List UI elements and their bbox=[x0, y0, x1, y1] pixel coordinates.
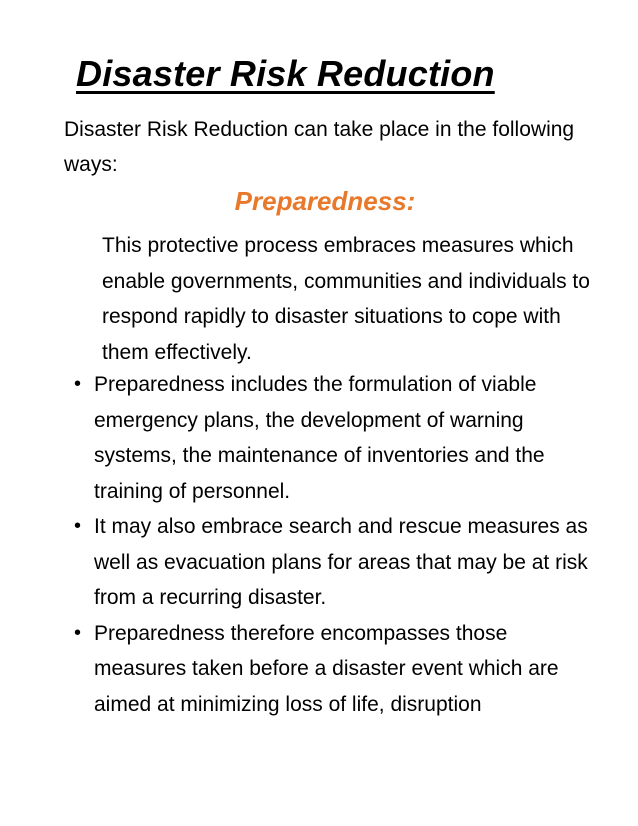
preparedness-paragraph: This protective process embraces measures which enable governments, communities and individuals to respond rapidly to disaster situations to cope with them effectively. bbox=[102, 234, 590, 364]
bullet-text: It may also embrace search and rescue measures as well as evacuation plans for areas that may be at risk from a recurring disaster. bbox=[94, 515, 588, 609]
document-title: Disaster Risk Reduction bbox=[76, 53, 495, 94]
bullet-icon: • bbox=[74, 373, 82, 395]
bullet-item bbox=[72, 509, 602, 616]
section-heading-preparedness: Preparedness: bbox=[234, 186, 416, 216]
bullet-item bbox=[72, 616, 602, 723]
bullet-item bbox=[72, 367, 602, 509]
bullet-icon: • bbox=[74, 621, 82, 644]
intro-paragraph: Disaster Risk Reduction can take place in the following ways: bbox=[64, 118, 575, 176]
bullet-text: Preparedness therefore encompasses those measures taken before a disaster event which are aimed at minimizing loss of life, disruption bbox=[94, 621, 559, 716]
bullet-list bbox=[72, 367, 602, 722]
bullet-icon: • bbox=[74, 515, 82, 537]
bullet-text: Preparedness includes the formulation of viable emergency plans, the development of warning systems, the maintenance of inventories and the training of personnel. bbox=[94, 373, 545, 503]
